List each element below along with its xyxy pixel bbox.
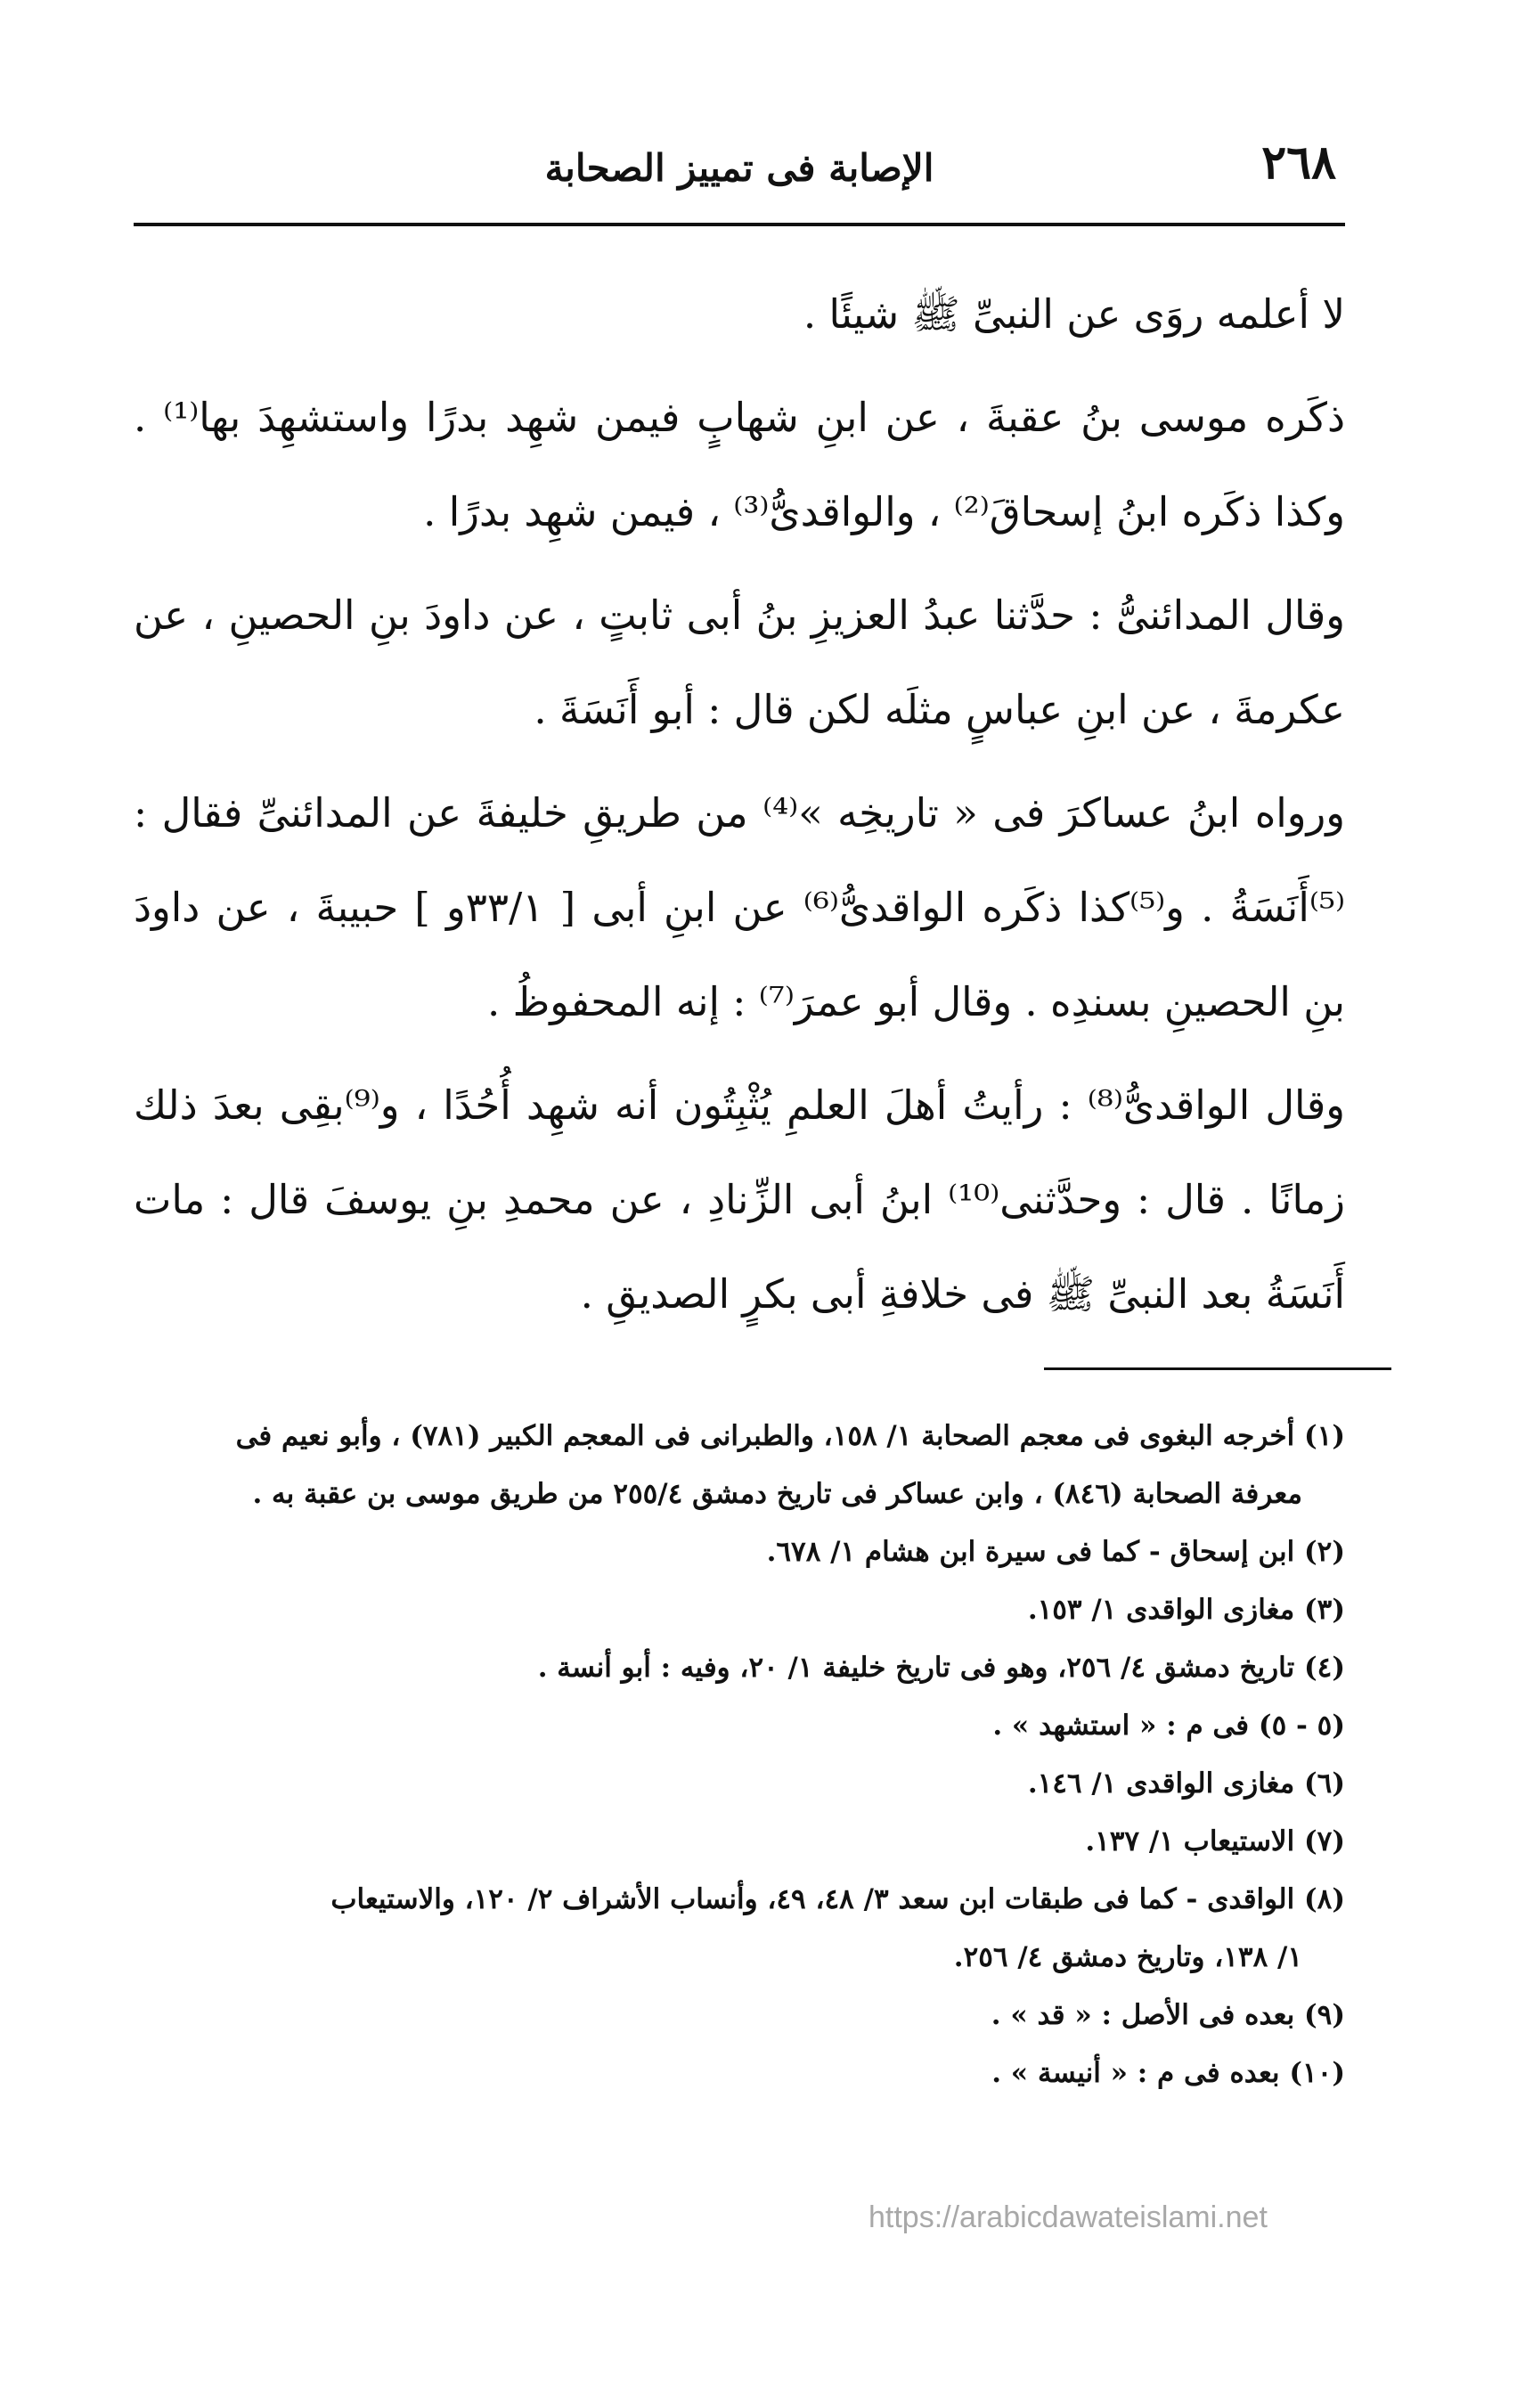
- footnote: (٤) تاريخ دمشق ٤/ ٢٥٦، وهو فى تاريخ خليفة ١/ ٢٠، وفيه : أبو أنسة .: [537, 1652, 1345, 1684]
- footnote: (٧) الاستيعاب ١/ ١٣٧.: [1085, 1825, 1345, 1857]
- footnote: (٩) بعده فى الأصل : « قد » .: [991, 1999, 1345, 2031]
- paragraph: ذكَره موسى بنُ عقبةَ ، عن ابنِ شهابٍ فيمن شهِد بدرًا واستشهِدَ بها⁽¹⁾ . وكذا ذكَره ابنُ إسحاقَ⁽²⁾ ، والواقدىُّ⁽³⁾ ، فيمن شهِد بدرًا .: [134, 394, 1345, 535]
- paragraph: وقال الواقدىُّ⁽⁸⁾ : رأيتُ أهلَ العلمِ يُثْبِتُون أنه شهِد أُحُدًا ، و⁽⁹⁾بقِى بعدَ ذلك زمانًا . قال : وحدَّثنى⁽¹⁰⁾ ابنُ أبى الزِّنادِ ، عن محمدِ بنِ يوسفَ قال : مات أَنَسَةُ بعد النبىِّ ﷺ فى خلافةِ أبى بكرٍ الصديقِ .: [134, 1082, 1346, 1318]
- footnote: (٢) ابن إسحاق - كما فى سيرة ابن هشام ١/ ٦٧٨.: [766, 1536, 1345, 1568]
- footnote: (٨) الواقدى - كما فى طبقات ابن سعد ٣/ ٤٨، ٤٩، وأنساب الأشراف ٢/ ١٢٠، والاستيعاب: [330, 1883, 1345, 1915]
- footnote-continuation: ١/ ١٣٨، وتاريخ دمشق ٤/ ٢٥٦.: [953, 1941, 1302, 1973]
- footnotes: [134, 1408, 1345, 2102]
- footnote: (١) أخرجه البغوى فى معجم الصحابة ١/ ١٥٨، والطبرانى فى المعجم الكبير (٧٨١) ، وأبو نعيم فى: [235, 1420, 1345, 1452]
- footnote-separator: [1044, 1367, 1391, 1370]
- paragraph: لا أعلمه روَى عن النبىِّ ﷺ شيئًا .: [803, 290, 1345, 338]
- footnote-continuation: معرفة الصحابة (٨٤٦) ، وابن عساكر فى تاريخ دمشق ٢٥٥/٤ من طريق موسى بن عقبة به .: [252, 1478, 1302, 1510]
- page-number: ٢٦٨: [1261, 135, 1336, 190]
- footnote: (٣) مغازى الواقدى ١/ ١٥٣.: [1027, 1594, 1345, 1626]
- paragraph: وقال المدائنىُّ : حدَّثنا عبدُ العزيزِ بنُ أبى ثابتٍ ، عن داودَ بنِ الحصينِ ، عن عكرمةَ ، عن ابنِ عباسٍ مثلَه لكن قال : أبو أَنَسَةَ .: [134, 592, 1345, 733]
- footnote: (٦) مغازى الواقدى ١/ ١٤٦.: [1027, 1767, 1345, 1800]
- paragraph: ورواه ابنُ عساكرَ فى « تاريخِه »⁽⁴⁾ من طريقِ خليفةَ عن المدائنىِّ فقال : ⁽⁵⁾أَنَسَةُ . و⁽⁵⁾كذا ذكَره الواقدىُّ⁽⁶⁾ عن ابنِ أبى [ ٣٣/١و ] حبيبةَ ، عن داودَ بنِ الحصينِ بسندِه . وقال أبو عمرَ⁽⁷⁾ : إنه المحفوظُ .: [134, 789, 1345, 1025]
- footnote: (٥ - ٥) فى م : « استشهد » .: [992, 1710, 1345, 1742]
- footnote: (١٠) بعده فى م : « أنيسة » .: [991, 2057, 1345, 2089]
- main-text: [134, 267, 1345, 1351]
- running-title: الإصابة فى تمييز الصحابة: [544, 146, 934, 190]
- page-header: [134, 134, 1345, 226]
- watermark-url: https://arabicdawateislami.net: [869, 2200, 1268, 2234]
